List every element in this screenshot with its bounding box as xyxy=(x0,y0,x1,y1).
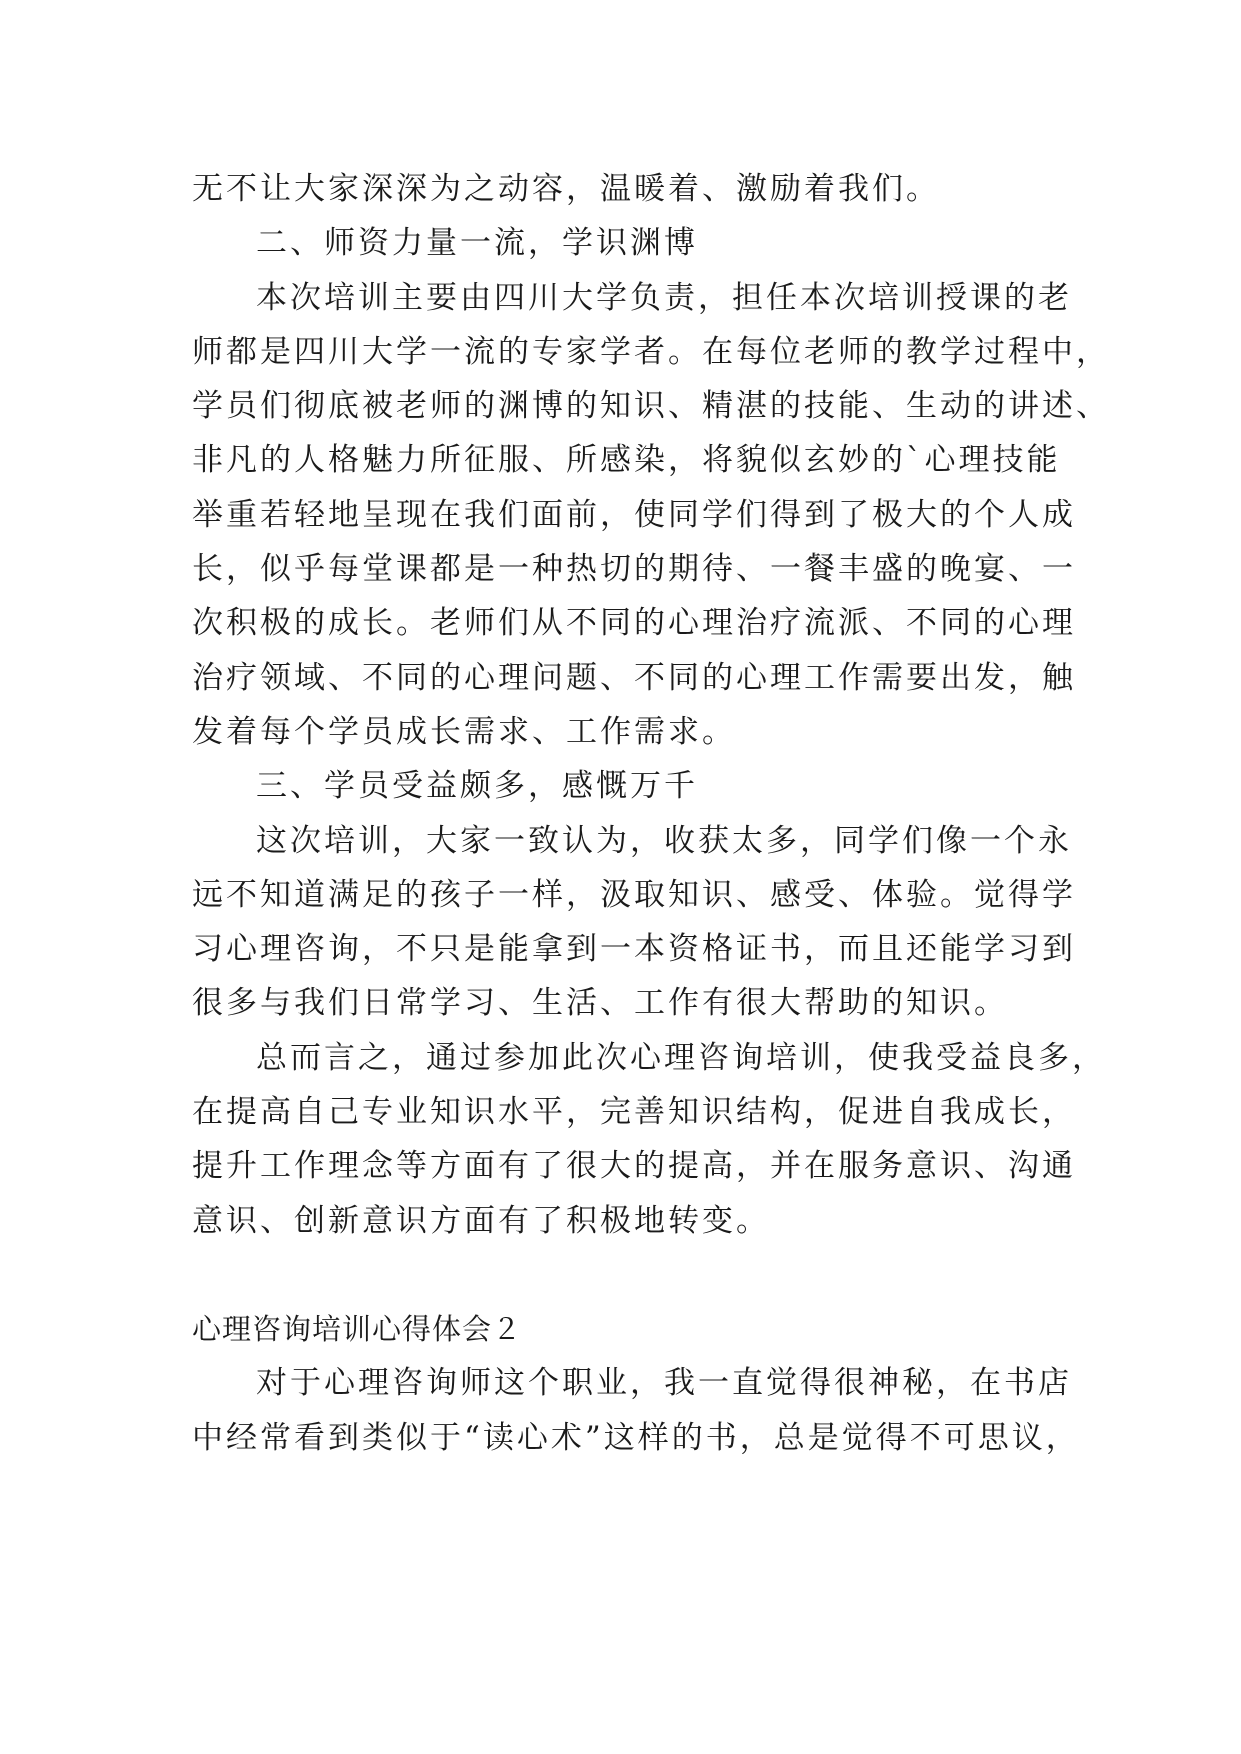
paragraph-article2-line-1: 对于心理咨询师这个职业，我一直觉得很神秘，在书店 xyxy=(256,1365,1072,1402)
paragraph-teachers-line-1: 本次培训主要由四川大学负责，担任本次培训授课的老 xyxy=(256,279,1072,316)
paragraph-benefits-line-4: 很多与我们日常学习、生活、工作有很大帮助的知识。 xyxy=(192,985,1008,1022)
document-body xyxy=(192,162,1110,1465)
paragraph-teachers-line-8: 治疗领域、不同的心理问题、不同的心理工作需要出发，触 xyxy=(192,659,1076,696)
paragraph-continuation-line-1: 无不让大家深深为之动容，温暖着、激励着我们。 xyxy=(192,171,940,207)
paragraph-teachers-line-6: 长，似乎每堂课都是一种热切的期待、一餐丰盛的晚宴、一 xyxy=(192,551,1076,588)
paragraph-teachers-line-3: 学员们彻底被老师的渊博的知识、精湛的技能、生动的讲述、 xyxy=(192,388,1110,425)
paragraph-benefits-line-1: 这次培训，大家一致认为，收获太多，同学们像一个永 xyxy=(256,822,1072,859)
section-heading-teachers: 二、师资力量一流，学识渊博 xyxy=(256,225,698,262)
paragraph-teachers-line-7: 次积极的成长。老师们从不同的心理治疗流派、不同的心理 xyxy=(192,605,1076,642)
section-heading-benefits: 三、学员受益颇多，感慨万千 xyxy=(256,768,698,805)
paragraph-teachers-line-9: 发着每个学员成长需求、工作需求。 xyxy=(192,713,736,750)
paragraph-summary-line-1: 总而言之，通过参加此次心理咨询培训，使我受益良多， xyxy=(256,1039,1106,1076)
paragraph-teachers-line-2: 师都是四川大学一流的专家学者。在每位老师的教学过程中， xyxy=(192,333,1110,370)
paragraph-summary-line-2: 在提高自己专业知识水平，完善知识结构，促进自我成长， xyxy=(192,1094,1076,1131)
paragraph-benefits-line-2: 远不知道满足的孩子一样，汲取知识、感受、体验。觉得学 xyxy=(192,876,1076,913)
paragraph-teachers-line-5: 举重若轻地呈现在我们面前，使同学们得到了极大的个人成 xyxy=(192,496,1076,533)
paragraph-summary-line-3: 提升工作理念等方面有了很大的提高，并在服务意识、沟通 xyxy=(192,1148,1076,1185)
paragraph-article2-line-2: 中经常看到类似于“读心术”这样的书，总是觉得不可思议， xyxy=(192,1419,1080,1456)
paragraph-teachers-line-4: 非凡的人格魅力所征服、所感染，将貌似玄妙的`心理技能 xyxy=(192,442,1061,479)
paragraph-summary-line-4: 意识、创新意识方面有了积极地转变。 xyxy=(192,1202,770,1239)
paragraph-benefits-line-3: 习心理咨询，不只是能拿到一本资格证书，而且还能学习到 xyxy=(192,931,1076,968)
section-spacer xyxy=(192,1248,1054,1302)
article-2-title: 心理咨询培训心得体会２ xyxy=(192,1311,523,1346)
